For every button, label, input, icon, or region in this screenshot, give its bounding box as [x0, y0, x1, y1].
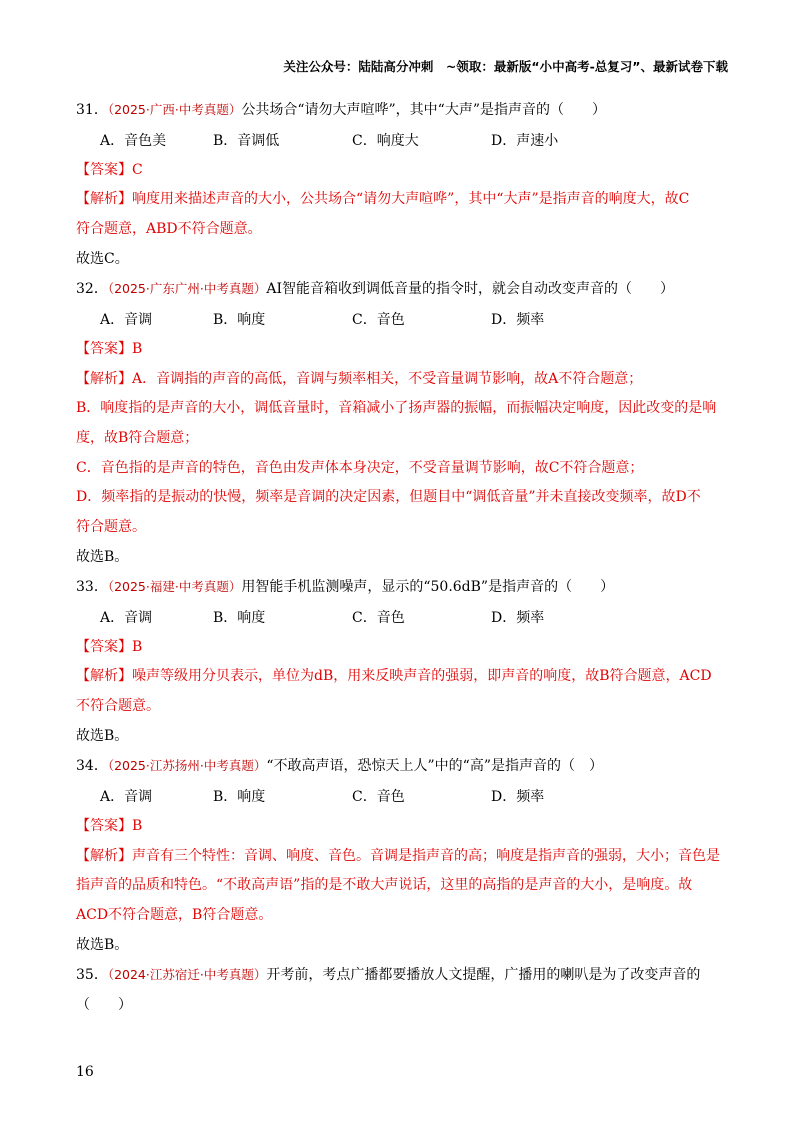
- page-header: 关注公众号：陆陆高分冲刺 ~领取：最新版“小中高考-总复习”、最新试卷下载: [283, 59, 728, 74]
- question-source: （2025·广东广州·中考真题）: [107, 281, 267, 296]
- option-a: A．音调: [100, 312, 153, 328]
- question-31: [76, 100, 606, 120]
- answer: 【答案】B: [76, 818, 143, 834]
- analysis-line: 指声音的品质和特色。“不敢高声语”指的是不敢大声说话，这里的高指的是声音的大小，是响度。故: [76, 877, 693, 893]
- conclusion: 故选B。: [76, 937, 129, 953]
- question-source: （2024·江苏宿迁·中考真题）: [107, 967, 267, 982]
- question-34: [76, 756, 603, 776]
- question-number: 32．: [76, 281, 108, 297]
- answer: 【答案】C: [76, 162, 143, 178]
- question-stem: “不敢高声语，恐惊天上人”中的“高”是指声音的（ ）: [266, 758, 603, 774]
- analysis-line: 【解析】响度用来描述声音的大小，公共场合“请勿大声喧哗”，其中“大声”是指声音的响度大，故C: [76, 191, 690, 207]
- analysis-line: 不符合题意。: [76, 698, 160, 714]
- question-33: [76, 577, 614, 597]
- option-d: D．频率: [491, 610, 545, 626]
- option-a: A．音调: [100, 610, 153, 626]
- option-c: C．响度大: [352, 133, 419, 149]
- option-c: C．音色: [352, 610, 405, 626]
- option-c: C．音色: [352, 789, 405, 805]
- question-stem: 用智能手机监测噪声，显示的“50.6dB”是指声音的（ ）: [241, 579, 615, 595]
- option-c: C．音色: [352, 312, 405, 328]
- analysis-line: 度，故B符合题意；: [76, 430, 199, 446]
- analysis-line: D．频率指的是振动的快慢，频率是音调的决定因素，但题目中“调低音量”并未直接改变频率，故D不: [76, 489, 701, 505]
- question-number: 34．: [76, 758, 108, 774]
- question-source: （2025·广西·中考真题）: [107, 102, 242, 117]
- question-stem: 开考前，考点广播都要播放人文提醒，广播用的喇叭是为了改变声音的: [266, 967, 701, 983]
- analysis-line: ACD不符合题意，B符合题意。: [76, 907, 273, 923]
- answer: 【答案】B: [76, 639, 143, 655]
- answer: 【答案】B: [76, 341, 143, 357]
- question-stem-continued: （ ）: [76, 997, 132, 1013]
- option-d: D．频率: [491, 312, 545, 328]
- analysis-line: B．响度指的是声音的大小，调低音量时，音箱减小了扬声器的振幅，而振幅决定响度，因此改变的是响: [76, 400, 717, 416]
- conclusion: 故选B。: [76, 728, 129, 744]
- page-number: 16: [76, 1064, 94, 1080]
- question-35: [76, 965, 700, 985]
- question-stem: AI智能音箱收到调低音量的指令时，就会自动改变声音的（ ）: [266, 281, 674, 297]
- analysis-line: C．音色指的是声音的特色，音色由发声体本身决定，不受音量调节影响，故C不符合题意；: [76, 460, 644, 476]
- analysis-line: 【解析】噪声等级用分贝表示，单位为dB，用来反映声音的强弱，即声音的响度，故B符合题意，ACD: [76, 668, 712, 684]
- analysis-line: 【解析】声音有三个特性：音调、响度、音色。音调是指声音的高；响度是指声音的强弱，大小；音色是: [76, 848, 720, 864]
- option-a: A．音色美: [100, 133, 167, 149]
- option-b: B．响度: [213, 610, 266, 626]
- conclusion: 故选C。: [76, 251, 129, 267]
- question-source: （2025·江苏扬州·中考真题）: [107, 758, 267, 773]
- analysis-line: 符合题意，ABD不符合题意。: [76, 221, 262, 237]
- question-32: [76, 279, 674, 299]
- option-b: B．响度: [213, 312, 266, 328]
- conclusion: 故选B。: [76, 549, 129, 565]
- option-b: B．音调低: [213, 133, 280, 149]
- question-source: （2025·福建·中考真题）: [107, 579, 242, 594]
- analysis-line: 【解析】A．音调指的声音的高低，音调与频率相关，不受音量调节影响，故A不符合题意；: [76, 371, 643, 387]
- question-number: 31．: [76, 102, 108, 118]
- analysis-line: 符合题意。: [76, 519, 146, 535]
- option-a: A．音调: [100, 789, 153, 805]
- option-d: D．声速小: [491, 133, 559, 149]
- option-d: D．频率: [491, 789, 545, 805]
- question-number: 35．: [76, 967, 108, 983]
- option-b: B．响度: [213, 789, 266, 805]
- question-stem: 公共场合“请勿大声喧哗”，其中“大声”是指声音的（ ）: [241, 102, 606, 118]
- question-number: 33．: [76, 579, 108, 595]
